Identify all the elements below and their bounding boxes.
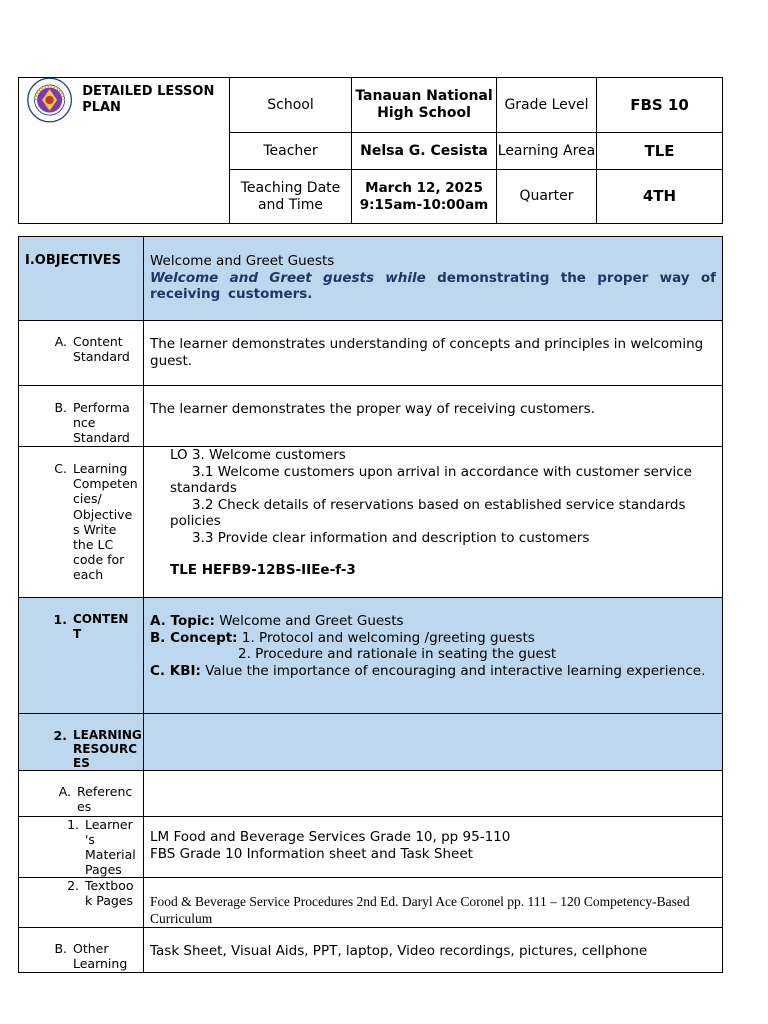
- content-details: [144, 598, 723, 714]
- competencies-item1: 3.1 Welcome customers upon arrival in accordance with customer service standards: [170, 463, 692, 496]
- objectives-content: [144, 237, 723, 321]
- quarter-value: 4TH: [597, 170, 723, 224]
- deped-seal-icon: [27, 73, 72, 127]
- textbook-text: Food & Beverage Service Procedures 2nd Ed. Daryl Ace Coronel pp. 111 – 120 Competency-Based Curriculum: [144, 878, 723, 928]
- content-standard-text: The learner demonstrates understanding of concepts and principles in welcoming guest.: [144, 321, 723, 386]
- area-value: TLE: [597, 133, 723, 170]
- concept-item2: 2. Procedure and rationale in seating the guest: [238, 646, 557, 662]
- learners-material-line2: FBS Grade 10 Information sheet and Task Sheet: [150, 845, 473, 862]
- resources-label-cell: [19, 714, 144, 771]
- resources-content: [144, 714, 723, 771]
- content-standard-label-cell: [19, 321, 144, 386]
- lesson-plan-table: [18, 236, 723, 973]
- title-cell: [19, 78, 230, 224]
- grade-value: FBS 10: [597, 78, 723, 133]
- resources-row: [19, 714, 723, 771]
- competencies-content: [144, 447, 723, 598]
- references-content: [144, 771, 723, 817]
- topic-text: Welcome and Greet Guests: [219, 613, 404, 629]
- competencies-row: [19, 447, 723, 598]
- objectives-emphasis: [150, 270, 716, 303]
- other-learning-label: Other Learning: [73, 941, 128, 971]
- textbook-label-cell: [19, 878, 144, 928]
- performance-standard-label: Performa nce Standard: [73, 400, 130, 445]
- textbook-row: [19, 878, 723, 928]
- resources-number: 2.: [53, 728, 67, 743]
- topic-label: A. Topic:: [150, 613, 215, 629]
- concept-label: B. Concept:: [150, 629, 238, 646]
- learners-material-content: [144, 817, 723, 878]
- other-learning-label-cell: [19, 928, 144, 973]
- learners-material-label: Learner 's Material Pages: [85, 817, 136, 877]
- competencies-lo: LO 3. Welcome customers: [170, 447, 346, 463]
- school-label: School: [230, 78, 352, 133]
- learners-material-row: [19, 817, 723, 878]
- objectives-label-cell: [19, 237, 144, 321]
- grade-label: Grade Level: [497, 78, 597, 133]
- learners-material-label-cell: [19, 817, 144, 878]
- objectives-emphasis-rest: demonstrating the proper way of receiving customers.: [150, 269, 717, 302]
- competencies-letter: C.: [54, 461, 67, 476]
- performance-standard-row: [19, 386, 723, 447]
- resources-label: LEARNING RESOURC ES: [73, 728, 142, 770]
- textbook-number: 2.: [67, 878, 79, 893]
- header-table: [18, 77, 723, 224]
- references-row: [19, 771, 723, 817]
- textbook-label: Textboo k Pages: [85, 878, 134, 908]
- competencies-label-cell: [19, 447, 144, 598]
- teacher-value: Nelsa G. Cesista: [352, 133, 497, 170]
- objectives-line1: Welcome and Greet Guests: [150, 253, 335, 269]
- content-standard-row: [19, 321, 723, 386]
- content-standard-letter: A.: [54, 334, 67, 349]
- objectives-row: [19, 237, 723, 321]
- content-number: 1.: [53, 612, 67, 627]
- content-label-cell: [19, 598, 144, 714]
- performance-standard-text: The learner demonstrates the proper way of receiving customers.: [144, 386, 723, 447]
- kbi-label: C. KBI:: [150, 662, 201, 679]
- performance-standard-label-cell: [19, 386, 144, 447]
- competencies-item3: 3.3 Provide clear information and description to customers: [192, 529, 590, 546]
- content-label: CONTEN T: [73, 612, 129, 641]
- school-value: Tanauan National High School: [352, 78, 497, 133]
- concept-item1: 1. Protocol and welcoming /greeting guests: [241, 629, 535, 646]
- references-letter: A.: [58, 784, 71, 799]
- other-learning-letter: B.: [54, 941, 67, 956]
- kbi-text: Value the importance of encouraging and interactive learning experience.: [205, 662, 706, 679]
- content-standard-label: Content Standard: [73, 334, 130, 364]
- date-label: Teaching Date and Time: [230, 170, 352, 224]
- lesson-plan-title: DETAILED LESSON PLAN: [82, 83, 215, 115]
- quarter-label: Quarter: [497, 170, 597, 224]
- content-row: [19, 598, 723, 714]
- learners-material-line1: LM Food and Beverage Services Grade 10, pp 95-110: [150, 829, 511, 845]
- objectives-label: I.OBJECTIVES: [25, 253, 122, 268]
- other-learning-row: [19, 928, 723, 973]
- competencies-code: TLE HEFB9-12BS-IIEe-f-3: [170, 562, 356, 578]
- references-label-cell: [19, 771, 144, 817]
- area-label: Learning Area: [497, 133, 597, 170]
- references-label: Referenc es: [77, 784, 133, 814]
- teacher-label: Teacher: [230, 133, 352, 170]
- objectives-emphasis-italic: Welcome and Greet guests while: [150, 269, 426, 286]
- date-value: March 12, 2025 9:15am-10:00am: [352, 170, 497, 224]
- competencies-label: Learning Competen cies/ Objective s Write the LC code for each: [73, 461, 138, 583]
- learners-material-number: 1.: [67, 817, 79, 832]
- other-learning-text: Task Sheet, Visual Aids, PPT, laptop, Video recordings, pictures, cellphone: [144, 928, 723, 973]
- competencies-item2: 3.2 Check details of reservations based on established service standards policies: [170, 496, 686, 529]
- performance-standard-letter: B.: [54, 400, 67, 415]
